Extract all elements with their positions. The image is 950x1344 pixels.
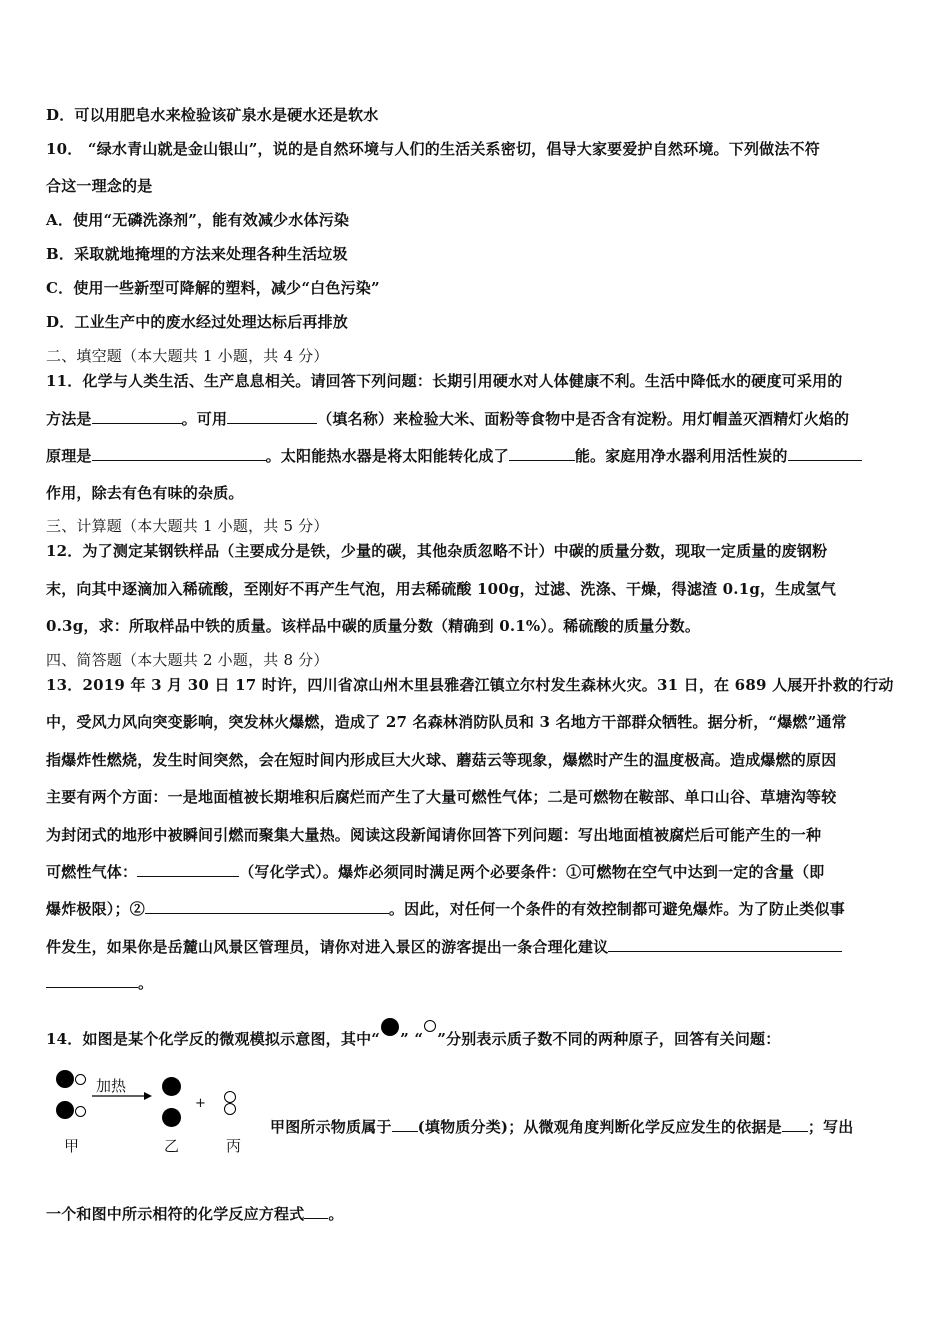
q12-line2: 末，向其中逐滴加入稀硫酸，至刚好不再产生气泡，用去稀硫酸 100g，过滤、洗涤、干燥，得滤渣 0.1g，生成氢气 [46,580,837,598]
q11-blank-energy[interactable] [509,446,575,461]
q11-line3-text-b: 。太阳能热水器是将太阳能转化成了 [265,447,509,465]
q13-line1: 13．2019 年 3 月 30 日 17 时许，四川省凉山州木里县雅砻江镇立尔村发生森林火灾。31 日，在 689 人展开扑救的行动 [46,676,894,694]
q9-option-d: D．可以用肥皂水来检验该矿泉水是硬水还是软水 [46,106,379,124]
molecule-jia-white-atom-1 [75,1074,86,1085]
q11-line3-text-a: 原理是 [46,447,92,465]
q13-line3: 指爆炸性燃烧，发生时间突然，会在短时间内形成巨大火球、蘑菇云等现象，爆燃时产生的温度极高。造成爆燃的原因 [46,751,837,769]
q13-line4: 主要有两个方面：一是地面植被长期堆积后腐烂而产生了大量可燃性气体；二是可燃物在鞍部、单口山谷、草塘沟等较 [46,788,837,806]
reaction-arrow-icon [92,1090,154,1102]
q13-line7 [46,898,845,919]
q11-blank-carbon-property[interactable] [788,446,862,461]
q13-line2: 中，受风力风向突变影响，突发林火爆燃，造成了 27 名森林消防队员和 3 名地方干部群众牺牲。据分析，“爆燃”通常 [46,713,847,731]
q13-line8-text: 件发生，如果你是岳麓山风景区管理员，请你对进入景区的游客提出一条合理化建议 [46,938,609,956]
section-title-fill-in: 二、填空题（本大题共 1 小题，共 4 分） [46,347,329,365]
molecule-bing-white-atom-1 [224,1091,236,1103]
label-jia: 甲 [64,1137,80,1155]
q14-line1-text-a: 14．如图是某个化学反的微观模拟示意图，其中“ [46,1030,381,1048]
white-atom-icon [424,1020,436,1032]
black-atom-icon [381,1018,399,1036]
q14-line2 [270,1116,853,1137]
q11-line2-text-b: 。可用 [181,410,228,428]
q13-line9 [46,972,153,993]
q10-option-c: C．使用一些新型可降解的塑料，减少“白色污染” [46,279,380,297]
q14-line2-text-a: 甲图所示物质属于 [270,1118,392,1136]
q11-blank-principle[interactable] [92,446,266,461]
label-yi: 乙 [164,1137,180,1155]
section-title-short-answer: 四、简答题（本大题共 2 小题，共 8 分） [46,651,329,669]
q13-line9-end: 。 [138,974,154,992]
q14-line1-text-b: ” “ [400,1030,424,1048]
arrow-label: 加热 [96,1077,127,1095]
molecule-jia-white-atom-2 [75,1106,86,1117]
q11-blank-method[interactable] [92,409,182,424]
q14-line3 [46,1203,344,1224]
q13-line6-text-a: 可燃性气体： [46,863,138,881]
q12-line3: 0.3g，求：所取样品中铁的质量。该样品中碳的质量分数（精确到 0.1%）。稀硫酸的质量分数。 [46,617,701,635]
q13-blank-condition[interactable] [145,899,389,914]
q14-line3-text-a: 一个和图中所示相符的化学反应方程式 [46,1205,305,1223]
label-bing: 丙 [226,1137,242,1155]
molecule-jia-black-atom-2 [56,1101,74,1119]
q10-stem-line2: 合这一理念的是 [46,177,153,195]
q14-line2-text-c: ；写出 [807,1118,854,1136]
q14-line3-text-b: 。 [328,1205,344,1223]
q14-line1 [46,1018,780,1049]
molecule-yi-black-atom-2 [162,1108,181,1127]
q14-blank-basis[interactable] [782,1117,808,1132]
molecule-bing-white-atom-2 [224,1103,236,1115]
q13-line7-text-a: 爆炸极限）；② [46,900,145,918]
q11-line1: 11．化学与人类生活、生产息息相关。请回答下列问题：长期引用硬水对人体健康不利。生活中降低水的硬度可采用的 [46,372,843,390]
q11-line2-text-c: （填名称）来检验大米、面粉等食物中是否含有淀粉。用灯帽盖灭酒精灯火焰的 [317,410,850,428]
q12-line1: 12．为了测定某钢铁样品（主要成分是铁，少量的碳，其他杂质忽略不计）中碳的质量分数，现取一定质量的废钢粉 [46,542,828,560]
q14-blank-classification[interactable] [392,1117,418,1132]
q13-line8 [46,936,842,957]
q10-stem-line1: 10． “绿水青山就是金山银山”，说的是自然环境与人们的生活关系密切，倡导大家要爱护自然环境。下列做法不符 [46,140,820,158]
q13-blank-suggestion[interactable] [608,937,842,952]
q13-line6 [46,861,825,882]
q14-blank-equation[interactable] [304,1204,328,1219]
q10-option-b: B．采取就地掩埋的方法来处理各种生活垃圾 [46,245,348,263]
q13-blank-suggestion-cont[interactable] [46,973,138,988]
q13-line6-text-b: （写化学式）。爆炸必须同时满足两个必要条件：①可燃物在空气中达到一定的含量（即 [239,863,825,881]
molecule-yi-black-atom-1 [162,1077,181,1096]
q10-option-d: D．工业生产中的废水经过处理达标后再排放 [46,313,349,331]
q11-line2 [46,408,849,429]
molecule-jia-black-atom-1 [56,1070,74,1088]
q13-line5: 为封闭式的地形中被瞬间引燃而聚集大量热。阅读这段新闻请你回答下列问题：写出地面植被腐烂后可能产生的一种 [46,826,822,844]
q11-line4: 作用，除去有色有味的杂质。 [46,484,244,502]
q10-option-a: A．使用“无磷洗涤剂”，能有效减少水体污染 [46,211,350,229]
q13-blank-gas-formula[interactable] [137,862,239,877]
q14-line2-text-b: (填物质分类)；从微观角度判断化学反应发生的依据是 [417,1118,782,1136]
q13-line7-text-b: 。因此，对任何一个条件的有效控制都可避免爆炸。为了防止类似事 [388,900,845,918]
plus-sign: + [195,1096,206,1111]
section-title-calculation: 三、计算题（本大题共 1 小题，共 5 分） [46,517,329,535]
q14-line1-text-c: ”分别表示质子数不同的两种原子，回答有关问题： [437,1030,781,1048]
q11-line2-text-a: 方法是 [46,410,92,428]
q11-line3-text-c: 能。家庭用净水器利用活性炭的 [574,447,788,465]
q11-line3 [46,445,862,466]
q11-blank-reagent[interactable] [227,409,317,424]
